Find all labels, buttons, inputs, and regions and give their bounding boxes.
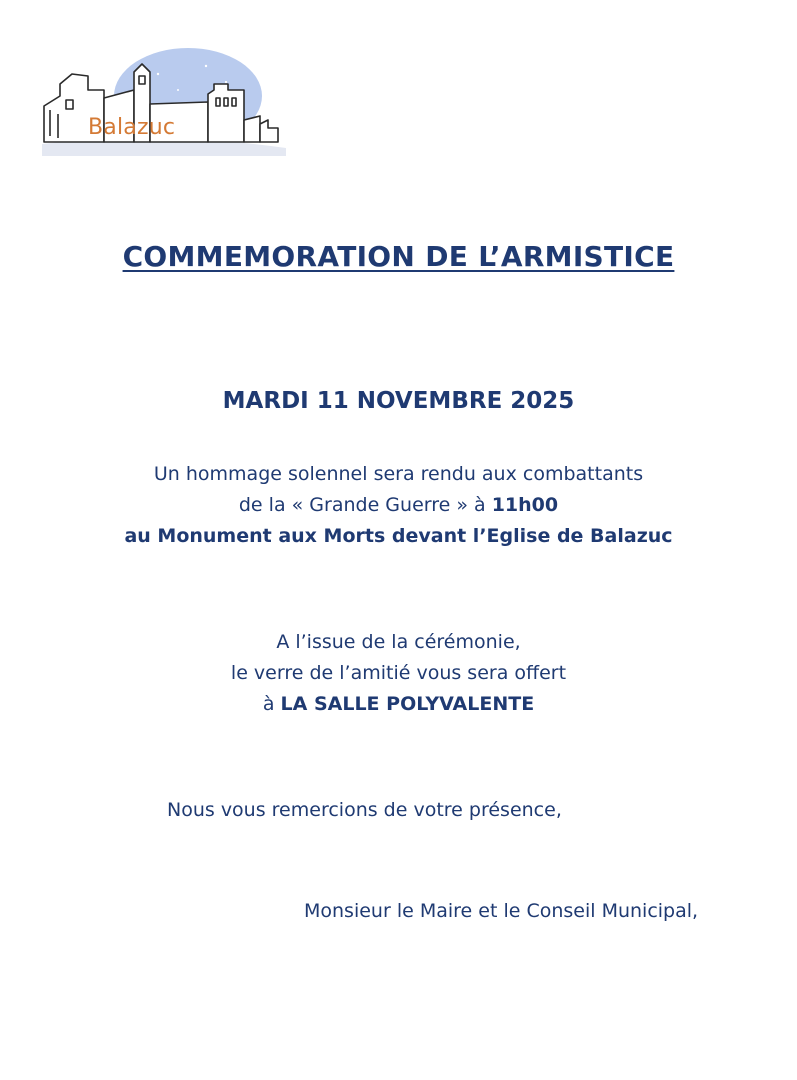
event-time: 11h00 [491,494,559,516]
logo-wordmark: Balazuc [88,115,176,140]
title-text: COMMEMORATION DE L’ARMISTICE [122,240,675,273]
reception-paragraph [0,627,797,720]
balazuc-logo [38,44,290,156]
reception-line-1: A l’issue de la cérémonie, [276,631,521,653]
reception-line-2: le verre de l’amitié vous sera offert [230,662,567,684]
event-date: MARDI 11 NOVEMBRE 2025 [222,388,575,414]
hommage-line-2 [0,490,797,521]
thanks-line: Nous vous remercions de votre présence, [167,799,562,821]
reception-venue: LA SALLE POLYVALENTE [280,693,535,715]
reception-line-3-text: à [262,693,281,715]
hommage-paragraph [0,459,797,552]
reception-line-3 [0,689,797,720]
hommage-line-3: au Monument aux Morts devant l’Eglise de Balazuc [124,525,673,547]
hommage-line-1: Un hommage solennel sera rendu aux combattants [153,463,644,485]
page-title [0,240,797,273]
signature-line: Monsieur le Maire et le Conseil Municipal, [304,900,699,922]
hommage-line-2-text: de la « Grande Guerre » à [238,494,492,516]
